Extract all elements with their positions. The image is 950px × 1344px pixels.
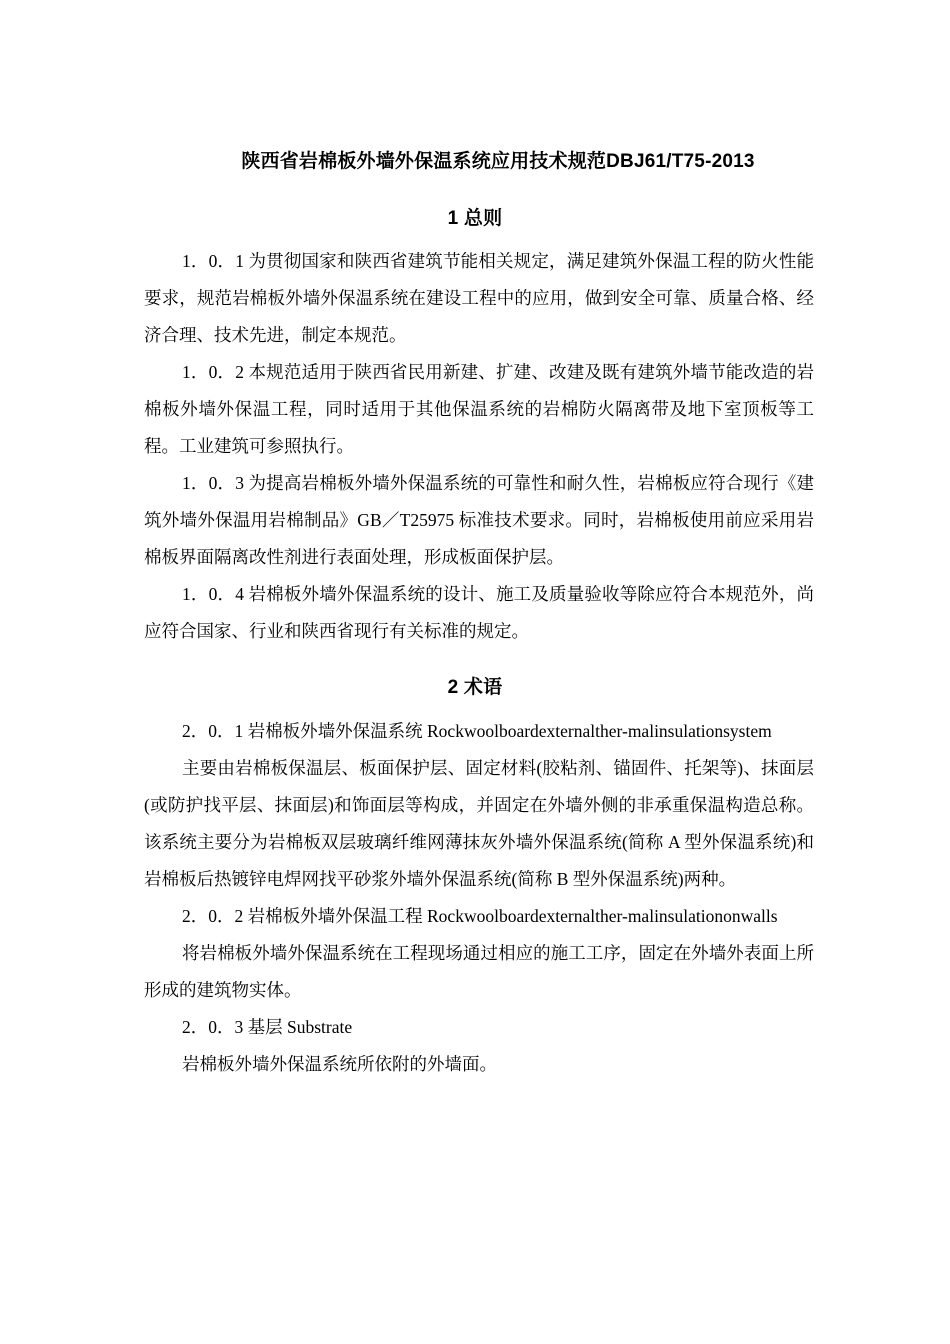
section-heading-terms: 2 术语 <box>447 677 503 698</box>
section-heading-general: 1 总则 <box>447 208 503 229</box>
clause-1-0-4: 1．0．4 岩棉板外墙外保温系统的设计、施工及质量验收等除应符合本规范外，尚应符合国家、行业和陕西省现行有关标准的规定。 <box>144 584 814 641</box>
term-2-0-2-title: 2．0．2 岩棉板外墙外保温工程 Rockwoolboardexternalther-malinsulationonwalls <box>182 906 778 926</box>
clause-1-0-1: 1．0．1 为贯彻国家和陕西省建筑节能相关规定，满足建筑外保温工程的防火性能要求，规范岩棉板外墙外保温系统在建设工程中的应用，做到安全可靠、质量合格、经济合理、技术先进，制定本规范。 <box>144 251 814 345</box>
term-2-0-2-definition: 将岩棉板外墙外保温系统在工程现场通过相应的施工工序，固定在外墙外表面上所形成的建筑物实体。 <box>144 943 814 1000</box>
term-2-0-1-definition: 主要由岩棉板保温层、板面保护层、固定材料(胶粘剂、锚固件、托架等)、抹面层(或防护找平层、抹面层)和饰面层等构成，并固定在外墙外侧的非承重保温构造总称。该系统主要分为岩棉板双层玻璃纤维网薄抹灰外墙外保温系统(简称 A 型外保温系统)和岩棉板后热镀锌电焊网找平砂浆外墙外保温系统(简称 B 型外保温系统)两种。 <box>144 758 814 889</box>
section-terms-body <box>144 713 814 1083</box>
term-2-0-1-title: 2．0．1 岩棉板外墙外保温系统 Rockwoolboardexternalther-malinsulationsystem <box>182 721 772 741</box>
clause-1-0-2: 1．0．2 本规范适用于陕西省民用新建、扩建、改建及既有建筑外墙节能改造的岩棉板外墙外保温工程，同时适用于其他保温系统的岩棉防火隔离带及地下室顶板等工程。工业建筑可参照执行。 <box>144 362 814 456</box>
term-2-0-3-title: 2．0．3 基层 Substrate <box>182 1017 353 1037</box>
term-2-0-3-definition: 岩棉板外墙外保温系统所依附的外墙面。 <box>182 1054 497 1074</box>
document-title: 陕西省岩棉板外墙外保温系统应用技术规范DBJ61/T75-2013 <box>241 151 755 172</box>
section-general-body <box>144 243 814 650</box>
clause-1-0-3: 1．0．3 为提高岩棉板外墙外保温系统的可靠性和耐久性，岩棉板应符合现行《建筑外墙外保温用岩棉制品》GB／T25975 标准技术要求。同时，岩棉板使用前应采用岩棉板界面隔离改性剂进行表面处理，形成板面保护层。 <box>144 473 814 567</box>
